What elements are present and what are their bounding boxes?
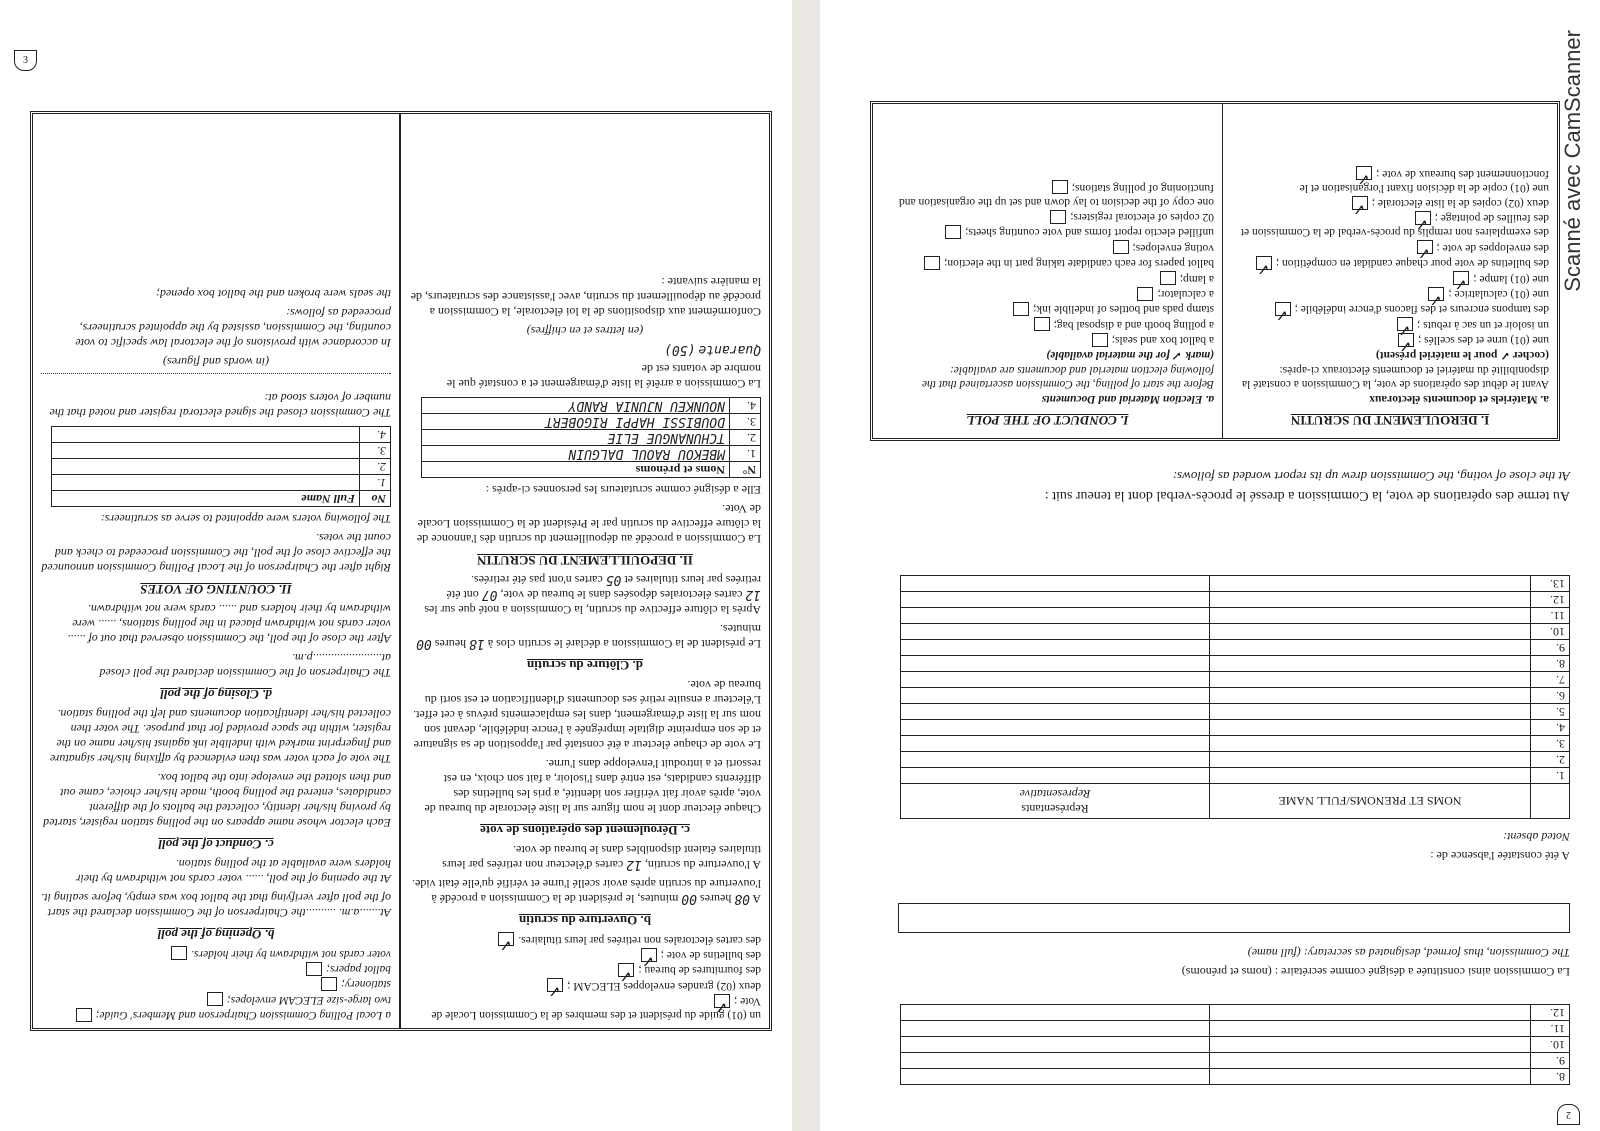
page-2 [820, 0, 1600, 1131]
table-row [901, 672, 1570, 688]
name-cell[interactable] [1210, 720, 1531, 736]
name-cell[interactable] [1210, 640, 1531, 656]
checklist-item [1231, 240, 1549, 254]
checklist-item-label: des enveloppes de vote ; [1436, 241, 1549, 254]
checkbox[interactable] [1397, 317, 1413, 331]
checkbox[interactable] [76, 1008, 92, 1022]
table-row [52, 475, 391, 491]
closing-hour[interactable]: 18 [469, 636, 485, 652]
checkbox[interactable] [924, 256, 940, 270]
table-row [901, 656, 1570, 672]
checklist-item [881, 225, 1214, 239]
name-cell[interactable] [1210, 672, 1531, 688]
en-conduct-text-1: Each elector whose name appears on the polling station register, started by proving his/her identity, collected the ballots of the different candidates, entered the polling booth, made his/her choice, came out and then slotted the envelope into the ballot box. [43, 771, 391, 831]
checklist-item-label: unfilled electio report forms and vote counting sheets; [965, 226, 1214, 239]
col-no: N° [730, 462, 761, 478]
checklist-item [1231, 256, 1549, 270]
fr-column [1222, 104, 1557, 438]
fr-counting-hint: (en lettres et en chiffres) [526, 324, 644, 339]
en-items-top [41, 946, 391, 1022]
row-number: 3. [730, 414, 761, 430]
name-cell[interactable] [1210, 592, 1531, 608]
checklist-item [881, 333, 1214, 347]
checklist-item-label: a ballot box and seals; [1111, 334, 1214, 346]
checkbox[interactable] [1415, 211, 1431, 225]
checklist-item-label: des cartes électorales non retirées par leurs titulaires. [518, 933, 761, 946]
report-fr: Au terme des opérations de vote, la Commission a dressé le procès-verbal dont la teneur suit : [1044, 488, 1570, 503]
checkbox[interactable] [618, 963, 634, 977]
absence-en: Noted absent: [1503, 830, 1570, 844]
checklist-item [41, 962, 391, 976]
en-closing-text-2: After the close of the poll, the Commission observed that out of ...... voter cards not withdrawn placed in the polling stations, ...... were withdrawn by their holders and ...... cards were not withdrawn. [67, 602, 391, 647]
page-number: 2 [1557, 1104, 1580, 1125]
name-cell[interactable] [1210, 624, 1531, 640]
rep-table [900, 1004, 1570, 1085]
scrutineer-name[interactable] [52, 443, 360, 459]
en-conduct-text-2: The vote of each voter was then evidenced by affixing his/her signature and fingerprint marked with indelible ink against his/her name on the register, within the space provided for that purpose. The voter then collected his/her identification documents and left the polling station. [49, 707, 391, 767]
table-row [901, 1005, 1570, 1021]
checkbox[interactable] [1417, 240, 1433, 254]
secretary-field[interactable] [898, 903, 1570, 933]
row-number: 3. [1531, 736, 1570, 752]
row-number: 2. [1531, 752, 1570, 768]
col-name-header: NOMS ET PRENOMS/FULL NAME [1210, 784, 1531, 819]
row-number: 11. [1531, 608, 1570, 624]
en-counting-text-5: the seals were broken and the ballot box opened; [155, 287, 391, 302]
fr-opening-cards [409, 842, 761, 872]
fr-counting-text-3: La Commission a arrêté la liste d'émargement et a constaté que le nombre de votants est de [446, 362, 761, 392]
table-row [901, 1053, 1570, 1069]
checklist-item-label: un (01) guide du président et des membres de la Commission Locale de Vote ; [431, 995, 761, 1021]
checklist-item-label: 02 copies of electoral registers; [1070, 211, 1214, 224]
checklist-item [409, 963, 761, 977]
table-row [901, 640, 1570, 656]
row-number: 7. [1531, 672, 1570, 688]
checkbox[interactable] [547, 978, 563, 992]
cards-deposited[interactable]: 12 [745, 587, 761, 603]
row-number: 10. [1531, 624, 1570, 640]
en-counting-text-1: Right after the Chairperson of the Local Polling Commission announced the effective close of the poll, the Commission proceeded to check and count the votes. [41, 531, 391, 576]
cards-not-withdrawn[interactable]: 05 [605, 572, 622, 588]
checklist-item [881, 256, 1214, 270]
text: cartes n'ont pas été retirées. [470, 573, 603, 588]
checklist-item-label: voter cards not withdrawn by their holders. [191, 947, 391, 960]
rep-cell[interactable] [901, 1037, 1210, 1053]
row-number: 8. [1531, 1069, 1570, 1085]
row-number: 9. [1531, 1053, 1570, 1069]
cards-withdrawn[interactable]: 07 [481, 587, 498, 603]
en-scrutineers-table [51, 426, 391, 507]
table-row [901, 1037, 1570, 1053]
fr-counting-text-1: La Commission a procédé au dépouillement du scrutin dès l'annonce de la clôture effective du scrutin par le Président de la Commission Locale de Vote. [416, 502, 761, 547]
secretary-fr: La Commission ainsi constituée a désigné comme secrétaire : (noms et prénoms) [1181, 965, 1570, 979]
checklist-item-label: deux (02) copies de la liste électorale ; [1371, 197, 1549, 210]
checkbox[interactable] [1356, 166, 1372, 180]
name-cell[interactable] [1210, 768, 1531, 784]
checklist-item-label: des exemplaires non remplis du procès-verbal de la Commission et des feuilles de pointage ; [1240, 212, 1549, 239]
counting-box [30, 111, 772, 1031]
row-number: 12. [1531, 592, 1570, 608]
table-row [901, 752, 1570, 768]
page-3 [0, 0, 792, 1131]
checkbox[interactable] [171, 946, 187, 960]
row-number: 6. [1531, 688, 1570, 704]
en-counting-text-3: The Commission closed the signed electoral register and noted that the number of voters stood at: [49, 391, 391, 421]
row-number: 8. [1531, 656, 1570, 672]
text: A l'ouverture du scrutin, [644, 858, 761, 873]
checkbox[interactable] [1013, 302, 1029, 316]
table-row [422, 398, 761, 414]
checklist-item-label: deux (02) grandes enveloppes ELECAM ; [567, 979, 761, 992]
rep-cell[interactable] [901, 592, 1210, 608]
rep-cell[interactable] [901, 1069, 1210, 1085]
text: heures [700, 892, 732, 907]
table-row [52, 427, 391, 443]
checklist-item [1231, 287, 1549, 301]
name-cell[interactable] [1210, 752, 1531, 768]
text: Le président de la Commission a déclaré le scrutin clos à [487, 637, 761, 652]
en-heading: I. CONDUCT OF THE POLL [966, 413, 1129, 428]
secretary-block [880, 903, 1570, 979]
checklist-item-label: voting envelopes; [1132, 241, 1214, 254]
name-cell[interactable] [1210, 736, 1531, 752]
scrutineer-name[interactable] [52, 459, 360, 475]
checklist-item [881, 210, 1214, 224]
table-row [52, 443, 391, 459]
row-number: 9. [1531, 640, 1570, 656]
checklist-item [881, 180, 1214, 208]
page-number: 3 [14, 50, 37, 71]
name-cell[interactable] [1210, 576, 1531, 592]
text: Après la clôture effective du scrutin, la Commission a noté que sur les [424, 603, 761, 618]
checkbox[interactable] [1092, 333, 1108, 347]
checklist-item-label: one copy of the decision to lay down and set up the organisation and functioning of polling stations; [898, 181, 1214, 208]
row-number: 1. [360, 475, 391, 491]
conduct-box [870, 101, 1560, 441]
name-cell[interactable] [1210, 1005, 1531, 1021]
name-cell[interactable] [1210, 608, 1531, 624]
checkbox[interactable] [498, 932, 514, 946]
col-name: Noms et prénoms [422, 462, 730, 478]
report-intro [870, 465, 1570, 503]
en-conduct-heading: c. Conduct of the poll [158, 837, 274, 853]
fr-counting-heading: II. DEPOUILLEMENT DU SCRUTIN [477, 553, 693, 569]
table-row [901, 1069, 1570, 1085]
checkbox[interactable] [945, 225, 961, 239]
checklist-item-label: une (01) calculatrice ; [1448, 287, 1549, 300]
rep-cell[interactable] [901, 656, 1210, 672]
checkbox[interactable] [1428, 287, 1444, 301]
row-number: 10. [1531, 1037, 1570, 1053]
row-number: 4. [730, 398, 761, 414]
table-row [901, 736, 1570, 752]
checklist-item-label: une (01) urne et des scellés ; [1418, 334, 1549, 346]
name-cell[interactable] [1210, 1053, 1531, 1069]
table-row [422, 430, 761, 446]
fr-intro: Avant le début des opérations de vote, la Commission a constaté la disponibilité du matériel et documents électoraux ci-après: [1241, 364, 1549, 390]
rep-cell[interactable] [901, 752, 1210, 768]
checklist-item [1231, 166, 1549, 194]
checklist-item [41, 1008, 391, 1022]
scrutineer-name[interactable]: MBEKOU RAOUL DALGUIN [422, 446, 730, 462]
rep-cell[interactable] [901, 1021, 1210, 1037]
en-intro: Before the start of polling, the Commission ascertained that the following election material and documents are available: [921, 364, 1214, 390]
checklist-item-label: des bulletins de vote ; [660, 948, 761, 961]
table-row [901, 592, 1570, 608]
text: cartes d'électeur non retirées par leurs titulaires étaient disponibles dans le bureau de vote. [442, 843, 761, 873]
en-counting-text-4: In accordance with provisions of the electoral law specific to vote counting, the Commission, assisted by the appointed scrutineers, proceeded as follows: [75, 306, 391, 351]
checklist-item [881, 240, 1214, 254]
checklist-item [1231, 302, 1549, 316]
name-cell[interactable] [1210, 1021, 1531, 1037]
table-row [422, 414, 761, 430]
fr-conduct-text-1: Chaque électeur dont le nom figure sur la liste électorale du bureau de vote, après avoir fait vérifier son identité, a pris les bulletins des différents candidats, est entré dans l'isoloir, a fait son choix, en est ressorti et a introduit l'enveloppe dans l'urne. [424, 757, 761, 817]
checklist-item-label: des bulletins de vote pour chaque candidat en compétition ; [1275, 257, 1549, 270]
name-cell[interactable] [1210, 688, 1531, 704]
checkbox[interactable] [1275, 302, 1291, 316]
en-counting-heading: II. COUNTING OF VOTES [140, 582, 292, 598]
en-hint: (mark ✓ for the material available) [1046, 349, 1214, 361]
checklist-item-label: ballot papers; [326, 962, 391, 975]
text: cartes électorales déposées dans le bureau de vote, [500, 588, 743, 603]
row-number: 3. [360, 443, 391, 459]
table-row [901, 704, 1570, 720]
text: minutes, le président de la Commission a procédé à l'ouverture du scrutin après avoir scellé l'urne et vérifié qu'elle était vide. [411, 877, 761, 907]
checklist-item-label: stamp pads and bottles of indelible ink; [1033, 303, 1214, 316]
row-number: 4. [360, 427, 391, 443]
checkbox[interactable] [1453, 271, 1469, 285]
opening-hour[interactable]: 08 [734, 891, 750, 907]
row-number: 12. [1531, 1005, 1570, 1021]
en-voters-line[interactable] [41, 373, 391, 386]
fr-conduct-heading: c. Déroulement des opérations de vote [480, 823, 690, 839]
row-number: 11. [1531, 1021, 1570, 1037]
checklist-item-label: stationery; [341, 978, 391, 991]
col-rep-en: Representative [1019, 787, 1091, 801]
checklist-item-label: a polling booth and a disposal bag; [1053, 318, 1214, 331]
text: A [752, 892, 761, 907]
rep-cell[interactable] [901, 1053, 1210, 1069]
row-number: 5. [1531, 704, 1570, 720]
row-number: 1. [1531, 768, 1570, 784]
checkbox[interactable] [1160, 271, 1176, 285]
checkbox[interactable] [641, 948, 657, 962]
checklist-item-label: a Local Polling Commission Chairperson and Members' Guide; [95, 1009, 391, 1021]
checkbox[interactable] [1256, 256, 1272, 270]
en-opening-text: At.......a.m. ..........the Chairperson of the Commission declared the start of the poll after verifying that the ballot box was empty, before sealing it. [41, 891, 391, 921]
absence-block [880, 825, 1570, 863]
fr-items-top [409, 932, 761, 1022]
table-row [52, 459, 391, 475]
absence-fr: A été constatée l'absence de : [1430, 849, 1570, 863]
fr-items [1231, 166, 1549, 347]
binding-gutter [792, 0, 820, 1131]
row-number: 4. [1531, 720, 1570, 736]
checklist-item [881, 271, 1214, 285]
closing-minutes[interactable]: 00 [416, 636, 432, 652]
scrutineer-name[interactable]: DOUBISSI HAPPI RIGOBERT [422, 414, 730, 430]
en-closing-text-1: The Chairperson of the Commission declared the poll closed at.......................p.m. [99, 651, 391, 681]
table-row [422, 446, 761, 462]
fr-subheading: a. Matériels et documents électoraux [1369, 393, 1549, 405]
row-number: 1. [730, 446, 761, 462]
rep-cell[interactable] [901, 672, 1210, 688]
rep-cell[interactable] [901, 704, 1210, 720]
fr-heading: I. DEROULEMENT DU SCRUTIN [1290, 413, 1490, 428]
checklist-item [881, 317, 1214, 331]
table-row [901, 576, 1570, 592]
col-rep-header [901, 784, 1210, 819]
en-closing-heading: d. Closing of the poll [160, 687, 272, 703]
table-row [901, 608, 1570, 624]
scrutineer-name[interactable]: TCHUNANGUE ELIE [422, 430, 730, 446]
absent-table-wrap [880, 575, 1570, 819]
name-cell[interactable] [1210, 1069, 1531, 1085]
checklist-item [881, 287, 1214, 301]
checkbox[interactable] [321, 977, 337, 991]
fr-counting-text-4: Conformément aux dispositions de la loi électorale, la Commission a procédé au dépouillement du scrutin, avec l'assistance des scrutateurs, de la manière suivante : [410, 275, 761, 320]
table-row [901, 720, 1570, 736]
text: minutes. [720, 622, 761, 637]
checkbox[interactable] [1113, 240, 1129, 254]
checklist-item [409, 978, 761, 992]
opening-minutes[interactable]: 00 [681, 891, 697, 907]
checkbox[interactable] [714, 994, 730, 1008]
rep-cell[interactable] [901, 576, 1210, 592]
fr-conduct-text-2: Le vote de chaque électeur a été constaté par l'apposition de sa signature et de son empreinte digitale imprégnée à l'encre indélébile, devant son nom sur la liste d'émargement, dans les emplacements prévus à cet effet. L'électeur a ensuite retiré ses documents d'identification et est sorti du bureau de vote. [413, 678, 761, 753]
en-items [881, 180, 1214, 347]
en-counting-text-2: The following voters were appointed to serve as scrutineers: [100, 512, 391, 527]
voters-figures[interactable]: (50) [664, 342, 696, 358]
table-row [901, 768, 1570, 784]
checkbox[interactable] [1352, 196, 1368, 210]
fr-voters [409, 342, 761, 357]
rep-cell[interactable] [901, 720, 1210, 736]
en-opening-text-2: At the opening of the poll, ...... voter cards not withdrawn by their holders were available at the polling station. [75, 857, 391, 887]
checklist-item-label: a lamp; [1179, 272, 1214, 285]
checkbox[interactable] [306, 962, 322, 976]
rep-cell[interactable] [901, 640, 1210, 656]
table-row [901, 1021, 1570, 1037]
rep-cell[interactable] [901, 768, 1210, 784]
cards-available[interactable]: 12 [626, 857, 642, 873]
scrutineer-name[interactable] [52, 427, 360, 443]
secretary-en: The Commission, thus formed, designated as secretary: (full name) [1247, 946, 1570, 960]
checkbox[interactable] [1052, 180, 1068, 194]
checklist-item-label: une (01) lampe ; [1473, 272, 1549, 285]
name-cell[interactable] [1210, 1037, 1531, 1053]
checkbox[interactable] [1050, 210, 1066, 224]
rep-cell[interactable] [901, 624, 1210, 640]
checklist-item [1231, 196, 1549, 210]
checklist-item [1231, 271, 1549, 285]
checkbox[interactable] [1137, 287, 1153, 301]
scrutineer-name[interactable] [52, 475, 360, 491]
checklist-item [409, 932, 761, 946]
name-cell[interactable] [1210, 656, 1531, 672]
checklist-item-label: des fournitures de bureau ; [638, 964, 761, 977]
checklist-item-label: une (01) copie de la décision fixant l'organisation et le fonctionnement des bureaux de vote ; [1299, 167, 1549, 194]
rep-cell[interactable] [901, 688, 1210, 704]
report-en: At the close of voting, the Commission drew up its report worded as follows: [1172, 469, 1570, 484]
col-no: No [360, 491, 391, 507]
fr-closing-cards [409, 572, 761, 617]
col-name: Full Name [52, 491, 360, 507]
row-number: 2. [730, 430, 761, 446]
checklist-item-label: ballot papers for each candidate taking part in the election; [944, 257, 1214, 270]
en-column [33, 114, 399, 1028]
voters-words[interactable]: Quarante [698, 342, 761, 358]
fr-opening-heading: b. Ouverture du scrutin [519, 913, 651, 929]
checklist-item [41, 992, 391, 1006]
checklist-item-label: un isoloir et un sac à rebuts ; [1417, 318, 1549, 331]
checklist-item [409, 948, 761, 962]
rep-cell[interactable] [901, 1005, 1210, 1021]
camscanner-watermark: Scanné avec CamScanner [1560, 30, 1585, 292]
rep-cell[interactable] [901, 736, 1210, 752]
representatives-table-top [880, 1004, 1570, 1085]
text: ont été retirées par leurs titulaires et [446, 573, 761, 603]
checklist-item [41, 977, 391, 991]
en-column [873, 104, 1222, 438]
checklist-item [409, 994, 761, 1022]
checklist-item [1231, 211, 1549, 239]
name-cell[interactable] [1210, 704, 1531, 720]
en-opening-heading: b. Opening of the poll [157, 927, 275, 943]
text: heures [434, 637, 467, 652]
rep-cell[interactable] [901, 608, 1210, 624]
checklist-item [881, 302, 1214, 316]
en-counting-hint: (in words and figures) [162, 355, 270, 370]
fr-column [399, 114, 769, 1028]
fr-closing-heading: d. Clôture du scrutin [526, 658, 644, 674]
fr-counting-text-2: Elle a désigné comme scrutateurs les personnes ci-après : [485, 483, 761, 498]
checklist-item-label: des tampons encreurs et des flacons d'encre indélébile ; [1294, 303, 1549, 316]
en-subheading: a. Election Material and Documents [1041, 393, 1214, 405]
row-number: 2. [360, 459, 391, 475]
col-rep-fr: Représentants [1021, 802, 1089, 816]
absent-table [900, 575, 1570, 819]
checklist-item [41, 946, 391, 960]
fr-scrutineers-table [421, 397, 761, 478]
checklist-item-label: a calculator; [1157, 287, 1214, 300]
table-row [901, 688, 1570, 704]
scrutineer-name[interactable]: NOUNKEU NJUNIA RANDY [422, 398, 730, 414]
table-row [901, 624, 1570, 640]
fr-hint: (cocher ✓ pour le matériel présent) [1375, 349, 1549, 361]
checkbox[interactable] [207, 992, 223, 1006]
checklist-item-label: two large-size ELECAM envelopes; [226, 993, 391, 1006]
row-number: 13. [1531, 576, 1570, 592]
checklist-item [1231, 333, 1549, 347]
fr-opening-text [409, 876, 761, 906]
fr-closing-text [409, 621, 761, 651]
checkbox[interactable] [1034, 317, 1050, 331]
